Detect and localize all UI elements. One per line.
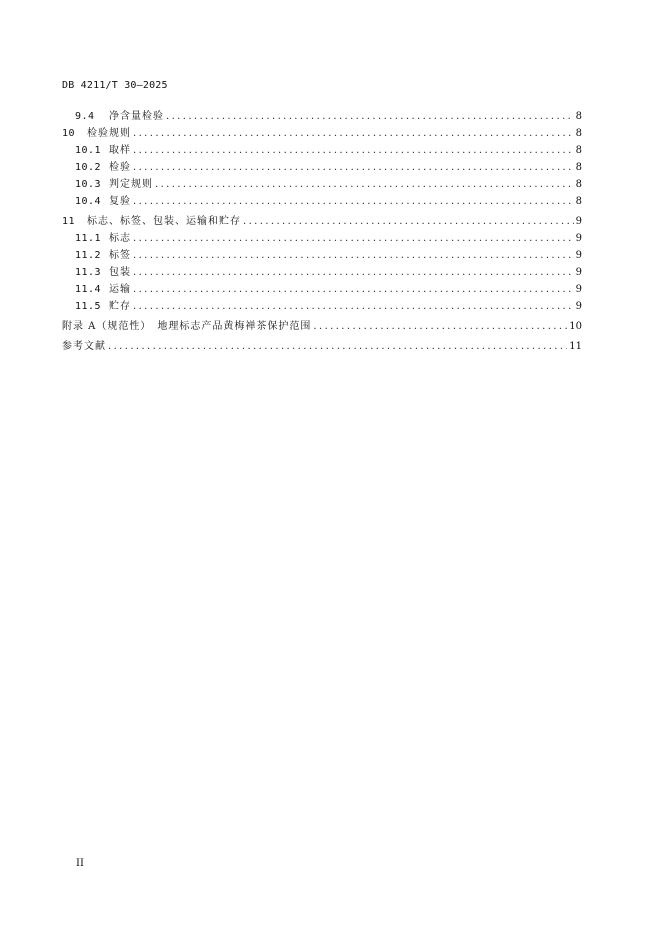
toc-entry-page: 9 xyxy=(575,267,582,278)
toc-dot-leader xyxy=(133,125,574,142)
toc-dot-leader xyxy=(133,142,574,159)
toc-entry-10-4[interactable] xyxy=(62,193,582,210)
toc-dot-leader xyxy=(133,298,574,315)
toc-entry-title: 检验规则 xyxy=(87,128,131,139)
toc-entry-title: 判定规则 xyxy=(109,179,153,190)
toc-entry-11-2[interactable] xyxy=(62,247,582,264)
toc-entry-title: 取样 xyxy=(109,145,131,156)
toc-entry-page: 9 xyxy=(575,284,582,295)
toc-dot-leader xyxy=(133,281,574,298)
toc-dot-leader xyxy=(133,264,574,281)
toc-entry-title: 参考文献 xyxy=(62,341,106,352)
toc-entry-11[interactable] xyxy=(62,213,582,230)
toc-entry-number: 11.5 xyxy=(75,301,102,312)
toc-dot-leader xyxy=(108,338,567,355)
toc-entry-references[interactable] xyxy=(62,338,582,355)
toc-entry-number: 10.2 xyxy=(75,162,102,173)
toc-entry-10-3[interactable] xyxy=(62,176,582,193)
toc-entry-number: 10.1 xyxy=(75,145,102,156)
toc-entry-page: 11 xyxy=(569,341,582,352)
toc-entry-title: 标志 xyxy=(109,233,131,244)
toc-entry-title: 标志、标签、包装、运输和贮存 xyxy=(87,216,241,227)
toc-entry-11-5[interactable] xyxy=(62,298,582,315)
page-header: DB 4211/T 30—2025 xyxy=(62,80,168,91)
toc-dot-leader xyxy=(133,247,574,264)
toc-entry-appendix-a[interactable] xyxy=(62,318,582,335)
toc-entry-page: 8 xyxy=(575,196,582,207)
toc-entry-number: 10.3 xyxy=(75,179,102,190)
toc-entry-10-1[interactable] xyxy=(62,142,582,159)
toc-dot-leader xyxy=(155,176,574,193)
toc-entry-number: 10 xyxy=(62,128,76,139)
toc-entry-11-1[interactable] xyxy=(62,230,582,247)
toc-entry-number: 11.1 xyxy=(75,233,102,244)
toc-entry-page: 9 xyxy=(575,301,582,312)
toc-entry-number: 11.4 xyxy=(75,284,102,295)
toc-entry-page: 8 xyxy=(575,111,582,122)
toc-entry-page: 8 xyxy=(575,162,582,173)
toc-entry-page: 9 xyxy=(575,216,582,227)
toc-entry-number: 11 xyxy=(62,216,76,227)
toc-entry-title: 运输 xyxy=(109,284,131,295)
table-of-contents xyxy=(62,108,582,355)
toc-entry-title: 检验 xyxy=(109,162,131,173)
toc-entry-10-2[interactable] xyxy=(62,159,582,176)
toc-entry-number: 9.4 xyxy=(75,111,95,122)
toc-entry-title: 净含量检验 xyxy=(109,111,164,122)
toc-entry-number: 11.3 xyxy=(75,267,102,278)
toc-dot-leader xyxy=(133,159,574,176)
toc-entry-title: 附录 A（规范性） 地理标志产品黄梅禅茶保护范围 xyxy=(62,321,312,332)
toc-entry-title: 包装 xyxy=(109,267,131,278)
toc-dot-leader xyxy=(133,230,574,247)
toc-entry-title: 标签 xyxy=(109,250,131,261)
toc-entry-11-3[interactable] xyxy=(62,264,582,281)
toc-entry-page: 8 xyxy=(575,145,582,156)
toc-entry-page: 9 xyxy=(575,233,582,244)
toc-dot-leader xyxy=(133,193,574,210)
toc-entry-number: 11.2 xyxy=(75,250,102,261)
toc-entry-9-4[interactable] xyxy=(62,108,582,125)
toc-dot-leader xyxy=(166,108,574,125)
page-number: II xyxy=(76,858,84,869)
toc-entry-title: 复验 xyxy=(109,196,131,207)
toc-entry-page: 8 xyxy=(575,179,582,190)
toc-entry-page: 10 xyxy=(569,321,582,332)
toc-entry-page: 8 xyxy=(575,128,582,139)
toc-dot-leader xyxy=(243,213,574,230)
toc-entry-title: 贮存 xyxy=(109,301,131,312)
toc-entry-10[interactable] xyxy=(62,125,582,142)
toc-entry-number: 10.4 xyxy=(75,196,102,207)
toc-entry-page: 9 xyxy=(575,250,582,261)
toc-dot-leader xyxy=(313,318,567,335)
toc-entry-11-4[interactable] xyxy=(62,281,582,298)
